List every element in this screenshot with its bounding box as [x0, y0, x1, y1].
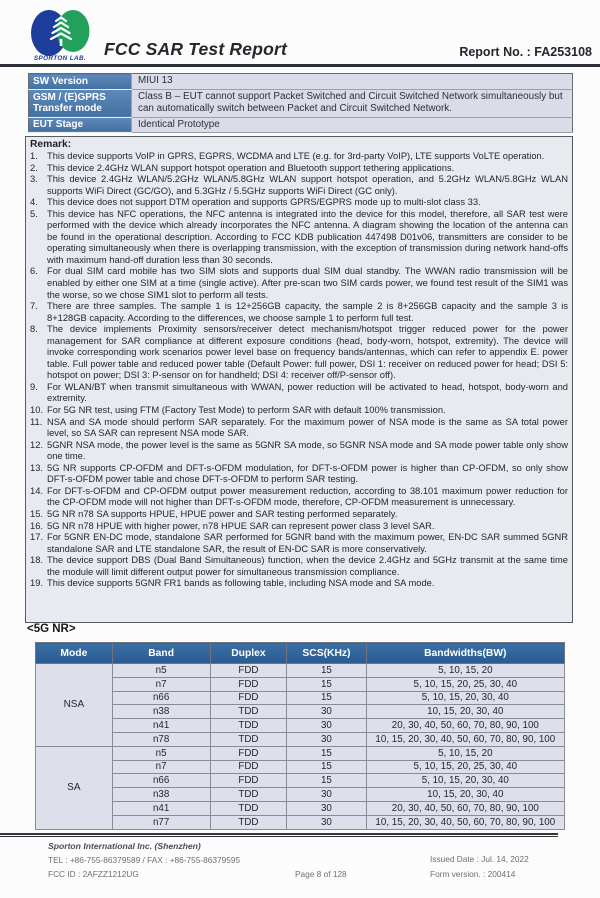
duplex-cell: FDD	[210, 691, 287, 705]
remark-item-number: 5.	[30, 208, 38, 219]
remark-item-number: 12.	[30, 439, 43, 450]
bw-cell: 5, 10, 15, 20, 25, 30, 40	[366, 677, 564, 691]
sporton-logo-label: SPORTON LAB.	[33, 55, 87, 62]
bw-cell: 10, 15, 20, 30, 40, 50, 60, 70, 80, 90, 100	[366, 815, 564, 829]
remark-item-number: 19.	[30, 578, 43, 589]
bw-cell: 5, 10, 15, 20, 25, 30, 40	[366, 760, 564, 774]
scs-cell: 30	[287, 788, 366, 802]
remark-item-number: 16.	[30, 520, 43, 531]
remark-item-number: 8.	[30, 324, 38, 335]
remark-item	[30, 440, 568, 463]
duplex-cell: TDD	[210, 732, 287, 746]
band-cell: n38	[112, 788, 210, 802]
bw-cell: 5, 10, 15, 20	[366, 746, 564, 760]
remark-item-text: The device support DBS (Dual Band Simultaneous) function, when the device 2.4GHz and 5GHz transmit at the same time the module will limit different output power for simultaneous transmission compliance.	[47, 555, 568, 577]
band-cell: n78	[112, 732, 210, 746]
footer-issued-date: Issued Date : Jul. 14, 2022	[430, 854, 529, 864]
remark-item	[30, 532, 568, 555]
remark-item-text: This device supports 5GNR FR1 bands as following table, including NSA mode and SA mode.	[47, 578, 435, 589]
remark-item-text: For 5G NR test, using FTM (Factory Test Mode) to perform SAR with default 100% transmission.	[47, 405, 446, 416]
remark-item-text: This device has NFC operations, the NFC antenna is integrated into the device for this model, therefore, all SAR test were performed with the device which already incorporates the NFC antenna. A diagram showing the location of the antenna can be found in the operational description. According to FCC KDB publication 447498 D01v06, transmitters are consider to be operating simultaneously when there is overlapping transmission, with the exception of transmission during network hand-offs with maximum hand-off duration less than 30 seconds.	[47, 208, 568, 265]
nr-band-table	[35, 642, 565, 830]
report-number: Report No. : FA253108	[459, 45, 592, 59]
duplex-cell: TDD	[210, 788, 287, 802]
band-cell: n41	[112, 801, 210, 815]
duplex-cell: FDD	[210, 774, 287, 788]
remark-item-text: 5G NR n78 HPUE with higher power, n78 HPUE SAR can represent power class 3 level SAR.	[47, 520, 435, 531]
info-label: GSM / (E)GPRS Transfer mode	[29, 89, 132, 117]
nr-table-row	[36, 691, 565, 705]
nr-table-row	[36, 664, 565, 678]
nr-table-row	[36, 801, 565, 815]
remark-item	[30, 174, 568, 197]
remark-item	[30, 486, 568, 509]
info-label: EUT Stage	[29, 117, 132, 133]
remark-item-number: 1.	[30, 151, 38, 161]
remark-item-number: 6.	[30, 266, 38, 277]
remark-item	[30, 151, 568, 163]
footer-page-number: Page 8 of 128	[295, 869, 347, 879]
scs-cell: 30	[287, 801, 366, 815]
device-info-table	[28, 73, 573, 133]
bw-cell: 10, 15, 20, 30, 40	[366, 788, 564, 802]
remark-item-number: 7.	[30, 301, 38, 312]
band-cell: n5	[112, 664, 210, 678]
duplex-cell: FDD	[210, 746, 287, 760]
remark-item-text: For WLAN/BT when transmit simultaneous with WWAN, power reduction will be activated to head, hotspot, body-worn and extremity.	[47, 381, 568, 404]
column-header-mode: Mode	[36, 643, 113, 664]
bw-cell: 20, 30, 40, 50, 60, 70, 80, 90, 100	[366, 801, 564, 815]
info-value: MIUI 13	[132, 74, 573, 90]
mode-cell: NSA	[36, 664, 113, 747]
footer-tel-fax: TEL : +86-755-86379589 / FAX : +86-755-86379595	[48, 855, 241, 865]
remark-item-number: 13.	[30, 462, 43, 473]
footer-divider	[0, 833, 558, 837]
remark-item-text: The device implements Proximity sensors/receiver detect mechanism/hotspot trigger reduced power for the power management for SAR compliance at different exposure conditions (head, body-worn, hotspot, extremity). The device will invoke corresponding work scenarios power level base on frequency bands/antennas, which can refer to appendix E. power table. Full power table and reduced power table (Default Power: full power, DSI 1: receiver on reduced power for head; DSI 5: hotspot on power; DSI 3: P-sensor on for handheld; DSI 4: receiver off/P-sensor off).	[47, 324, 568, 381]
scs-cell: 30	[287, 815, 366, 829]
band-cell: n77	[112, 815, 210, 829]
bw-cell: 10, 15, 20, 30, 40	[366, 705, 564, 719]
footer-company: Sporton International Inc. (Shenzhen)	[48, 841, 201, 851]
nr-table-row	[36, 774, 565, 788]
bw-cell: 5, 10, 15, 20, 30, 40	[366, 691, 564, 705]
remark-list	[30, 151, 568, 590]
info-value: Identical Prototype	[132, 117, 573, 133]
remark-item	[30, 405, 568, 417]
remark-section	[25, 136, 573, 623]
nr-table-row	[36, 677, 565, 691]
remark-item-text: 5G NR n78 SA supports HPUE, HPUE power and SAR testing performed separately.	[47, 508, 398, 519]
scs-cell: 15	[287, 664, 366, 678]
remark-item-number: 3.	[30, 174, 38, 185]
nr-table-row	[36, 732, 565, 746]
scs-cell: 15	[287, 691, 366, 705]
remark-item-text: For DFT-s-OFDM and CP-OFDM output power measurement reduction, according to 38.101 maximum power reduction for the CP-OFDM mode will not higher than DFT-s-OFDM mode, therefore, CP-OFDM measurement is unnecessary.	[47, 485, 568, 508]
bw-cell: 5, 10, 15, 20, 30, 40	[366, 774, 564, 788]
duplex-cell: FDD	[210, 760, 287, 774]
band-cell: n66	[112, 691, 210, 705]
remark-item	[30, 509, 568, 521]
remark-item-number: 17.	[30, 532, 43, 543]
remark-item-text: There are three samples. The sample 1 is 12+256GB capacity, the sample 2 is 8+256GB capacity and the sample 3 is 8+128GB capacity. According to the differences, we choose sample 1 to perform full test.	[47, 301, 568, 323]
remark-item-number: 4.	[30, 197, 38, 208]
footer-form-version: Form version. : 200414	[430, 869, 516, 879]
remark-item	[30, 266, 568, 301]
mode-cell: SA	[36, 746, 113, 829]
bw-cell: 10, 15, 20, 30, 40, 50, 60, 70, 80, 90, 100	[366, 732, 564, 746]
band-cell: n5	[112, 746, 210, 760]
remark-item-text: 5GNR NSA mode, the power level is the same as 5GNR SA mode, so 5GNR NSA mode and SA mode power table only show one time.	[47, 439, 568, 462]
nr-table-row	[36, 815, 565, 829]
duplex-cell: FDD	[210, 677, 287, 691]
remark-item-number: 11.	[30, 416, 43, 427]
scs-cell: 15	[287, 677, 366, 691]
info-value: Class B – EUT cannot support Packet Switched and Circuit Switched Network simultaneously but can automatically switch between Packet and Circuit Switched Network.	[132, 89, 573, 117]
duplex-cell: TDD	[210, 705, 287, 719]
column-header-band: Band	[112, 643, 210, 664]
remark-item	[30, 382, 568, 405]
band-cell: n41	[112, 719, 210, 733]
scs-cell: 15	[287, 760, 366, 774]
remark-item-number: 18.	[30, 555, 43, 566]
remark-item-text: For 5GNR EN-DC mode, standalone SAR performed for 5GNR band with the maximum power, EN-DC SAR summed 5GNR standalone SAR and LTE standalone SAR, the result of EN-DC SAR is more conservatively.	[47, 532, 568, 554]
header-divider	[0, 64, 600, 67]
footer-fcc-id: FCC ID : 2AFZZ1212UG	[48, 869, 139, 879]
remark-item	[30, 209, 568, 267]
nr-table-row	[36, 760, 565, 774]
remark-item	[30, 463, 568, 486]
info-label: SW Version	[29, 74, 132, 90]
page-title: FCC SAR Test Report	[104, 39, 288, 59]
nr-table-body	[36, 664, 565, 830]
remark-item-text: This device 2.4GHz WLAN/5.2GHz WLAN/5.8GHz WLAN support hotspot operation, and 5.2GHz WLAN/5.8GHz WLAN supports WiFi Direct (GC/GO), and 5.3GHz / 5.5GHz supports WiFi Direct (GC only).	[47, 174, 568, 196]
remark-item-text: For dual SIM card mobile has two SIM slots and supports dual SIM dual standby. The WWAN radio transmission will be enabled by either one SIM at a time (single active). After pre-scan two SIM cards power, we found test result of the SIM1 was the worse, so we chose SIM1 slot to perform all tests.	[47, 266, 568, 300]
duplex-cell: TDD	[210, 801, 287, 815]
remark-item-number: 9.	[30, 381, 38, 392]
remark-item	[30, 578, 568, 590]
scs-cell: 30	[287, 705, 366, 719]
nr-section-heading: <5G NR>	[27, 623, 76, 635]
sporton-logo-icon	[27, 9, 97, 57]
remark-item-number: 15.	[30, 508, 43, 519]
scs-cell: 30	[287, 732, 366, 746]
remark-item-text: 5G NR supports CP-OFDM and DFT-s-OFDM modulation, for DFT-s-OFDM power is higher than CP-OFDM, so only show DFT-s-OFDM power table and chose DFT-s-OFDM to perform SAR testing.	[47, 462, 568, 485]
band-cell: n7	[112, 677, 210, 691]
remark-item-text: This device 2.4GHz WLAN support hotspot operation and Bluetooth support tethering applications.	[47, 162, 455, 173]
column-header-bandwidths: Bandwidths(BW)	[366, 643, 564, 664]
scs-cell: 15	[287, 774, 366, 788]
scs-cell: 30	[287, 719, 366, 733]
band-cell: n38	[112, 705, 210, 719]
bw-cell: 20, 30, 40, 50, 60, 70, 80, 90, 100	[366, 719, 564, 733]
remark-item-number: 10.	[30, 405, 43, 416]
column-header-duplex: Duplex	[210, 643, 287, 664]
nr-table-row	[36, 788, 565, 802]
table-row	[29, 89, 573, 117]
nr-table-row	[36, 719, 565, 733]
duplex-cell: TDD	[210, 815, 287, 829]
remark-item-number: 2.	[30, 162, 38, 173]
remark-item-text: This device supports VoIP in GPRS, EGPRS, WCDMA and LTE (e.g. for 3rd-party VoIP), LTE supports VoLTE operation.	[47, 151, 545, 161]
bw-cell: 5, 10, 15, 20	[366, 664, 564, 678]
scs-cell: 15	[287, 746, 366, 760]
duplex-cell: FDD	[210, 664, 287, 678]
remark-item-number: 14.	[30, 485, 43, 496]
remark-item	[30, 417, 568, 440]
remark-item	[30, 301, 568, 324]
band-cell: n7	[112, 760, 210, 774]
remark-item-text: This device does not support DTM operation and supports GPRS/EGPRS mode up to multi-slot class 33.	[47, 197, 481, 208]
column-header-scs: SCS(KHz)	[287, 643, 366, 664]
band-cell: n66	[112, 774, 210, 788]
remark-heading: Remark:	[30, 139, 72, 150]
nr-table-row	[36, 705, 565, 719]
remark-item	[30, 324, 568, 382]
remark-item	[30, 197, 568, 209]
table-row	[29, 117, 573, 133]
table-header-row	[36, 643, 565, 664]
remark-item	[30, 521, 568, 533]
duplex-cell: TDD	[210, 719, 287, 733]
remark-item	[30, 555, 568, 578]
remark-item	[30, 163, 568, 175]
remark-item-text: NSA and SA mode should perform SAR separately. For the maximum power of NSA mode is the same as SA total power level, so SA SAR can represent NSA mode SAR.	[47, 416, 568, 439]
table-row	[29, 74, 573, 90]
nr-table-row	[36, 746, 565, 760]
